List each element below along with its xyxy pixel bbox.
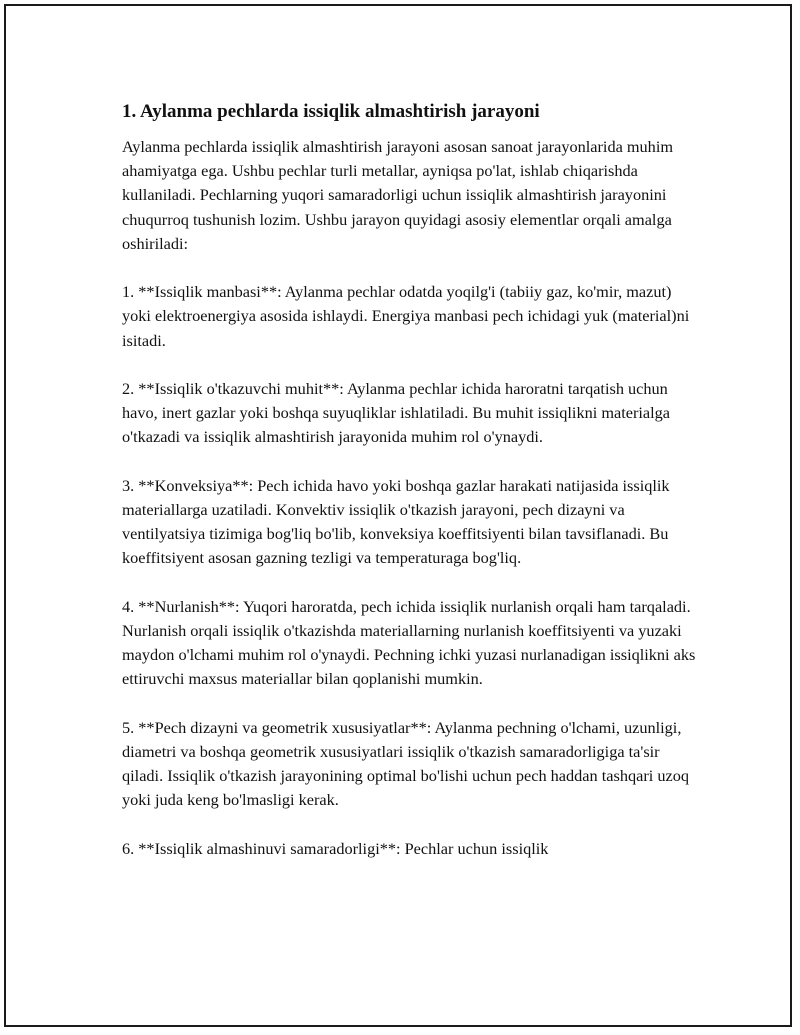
document-body: [122, 100, 702, 861]
intro-paragraph: Aylanma pechlarda issiqlik almashtirish jarayoni asosan sanoat jarayonlarida muhim ahamiyatga ega. Ushbu pechlar turli metallar, ayniqsa po'lat, ishlab chiqarishda kullaniladi. Pechlarning yuqori samaradorligi uchun issiqlik almashtirish jarayonini chuqurroq tushunish lozim. Ushbu jarayon quyidagi asosiy elementlar orqali amalga oshiriladi:: [122, 137, 674, 253]
list-item-furnace-design: 5. **Pech dizayni va geometrik xususiyatlar**: Aylanma pechning o'lchami, uzunligi, diametri va boshqa geometrik xususiyatlari issiqlik o'tkazish samaradorligiga ta'sir qiladi. Issiqlik o'tkazish jarayonining optimal bo'lishi uchun pech haddan tashqari uzoq yoki juda keng bo'lmasligi kerak.: [122, 717, 690, 810]
list-item-convection: 3. **Konveksiya**: Pech ichida havo yoki boshqa gazlar harakati natijasida issiqlik materiallarga uzatiladi. Konvektiv issiqlik o'tkazish jarayoni, pech dizayni va ventilyatsiya tizimiga bog'liq bo'lib, konveksiya koeffitsiyenti bilan tavsiflanadi. Bu koeffitsiyent asosan gazning tezligi va temperaturaga bog'liq.: [122, 475, 670, 568]
list-item-radiation: 4. **Nurlanish**: Yuqori haroratda, pech ichida issiqlik nurlanish orqali ham tarqaladi. Nurlanish orqali issiqlik o'tkazishda materiallarning nurlanish koeffitsiyenti va yuzaki maydon o'lchami muhim rol o'ynaydi. Pechning ichki yuzasi nurlanadigan issiqlikni aks ettiruvchi maxsus materiallar bilan qoplanishi mumkin.: [122, 596, 696, 689]
document-page: [4, 4, 792, 1027]
list-item-heat-exchange-efficiency: 6. **Issiqlik almashinuvi samaradorligi**: Pechlar uchun issiqlik: [122, 838, 549, 858]
list-item-heat-medium: 2. **Issiqlik o'tkazuvchi muhit**: Aylanma pechlar ichida haroratni tarqatish uchun havo, inert gazlar yoki boshqa suyuqliklar ishlatiladi. Bu muhit issiqlikni materialga o'tkazadi va issiqlik almashtirish jarayonida muhim rol o'ynaydi.: [122, 379, 671, 447]
section-heading: 1. Aylanma pechlarda issiqlik almashtirish jarayoni: [122, 101, 540, 122]
list-item-heat-source: 1. **Issiqlik manbasi**: Aylanma pechlar odatda yoqilg'i (tabiiy gaz, ko'mir, mazut) yoki elektroenergiya asosida ishlaydi. Energiya manbasi pech ichidagi yuk (material)ni isitadi.: [122, 282, 690, 350]
